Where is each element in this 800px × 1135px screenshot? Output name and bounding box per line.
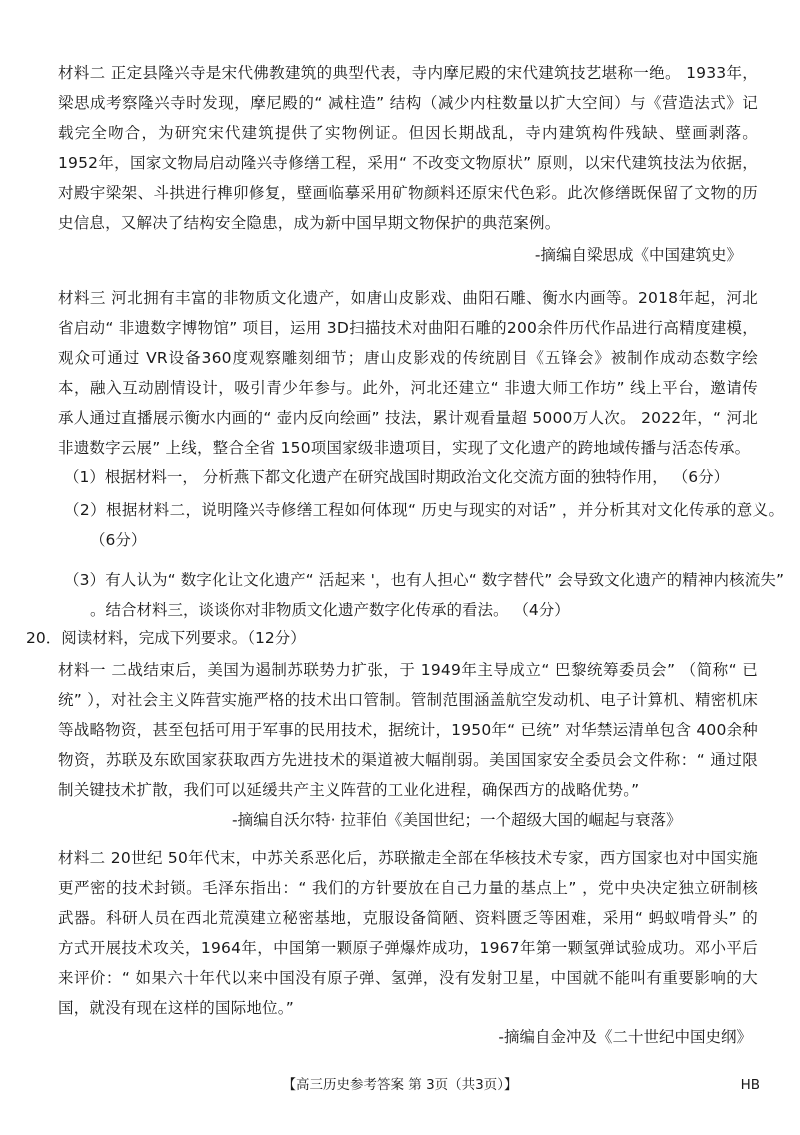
citation-liang-sicheng: -摘编自梁思成《中国建筑史》 <box>534 246 742 264</box>
material-3-intangible-heritage: 材料三 河北拥有丰富的非物质文化遗产，如唐山皮影戏、曲阳石雕、衡水内画等。2018年起，河北省启动“ 非遗数字博物馆” 项目，运用 3D扫描技术对曲阳石雕的200余件历代作品进行高精度建模，观众可通过 VR设备360度观察雕刻细节；唐山皮影戏的传统剧目《五锋会》被制作成动态数字绘本，融入互动剧情设计，吸引青少年参与。此外，河北还建立“ 非遗大师工作坊” 线上平台，邀请传承人通过直播展示衡水内画的“ 壶内反向绘画” 技法，累计观看量超 5000万人次。 2022年，“ 河北非遗数字云展” 上线，整合全省 150项国家级非遗项目，实现了文化遗产的跨地域传播与活态传承。 <box>58 289 758 457</box>
page-footer: 【高三历史参考答案 第 3页（共3页）】 <box>282 1077 518 1093</box>
material-2-longxing-temple: 材料二 正定县隆兴寺是宋代佛教建筑的典型代表，寺内摩尼殿的宋代建筑技艺堪称一绝。 1933年，梁思成考察隆兴寺时发现，摩尼殿的“ 减柱造” 结构（减少内柱数量以扩大空间）与《营造法式》记载完全吻合，为研究宋代建筑提供了实物例证。但因长期战乱，寺内建筑构件残缺、壁画剥落。 1952年，国家文物局启动隆兴寺修缮工程，采用“ 不改变文物原状” 原则，以宋代建筑技法为依据，对殿宇梁架、斗拱进行榫卯修复，壁画临摹采用矿物颜料还原宋代色彩。此次修缮既保留了文物的历史信息，又解决了结构安全隐患，成为新中国早期文物保护的典范案例。 <box>58 64 758 232</box>
question-2: （2）根据材料二，说明隆兴寺修缮工程如何体现“ 历史与现实的对话” ，并分析其对文化传承的意义。 （6分） <box>64 501 784 549</box>
page-footer-code: HB <box>740 1077 760 1093</box>
material-2-atomic-bomb: 材料二 20世纪 50年代末，中苏关系恶化后，苏联撤走全部在华核技术专家，西方国家也对中国实施更严密的技术封锁。毛泽东指出：“ 我们的方针要放在自己力量的基点上” ，党中央决定独立研制核武器。科研人员在西北荒漠建立秘密基地，克服设备简陋、资料匮乏等困难，采用“ 蚂蚁啃骨头” 的方式开展技术攻关，1964年，中国第一颗原子弹爆炸成功，1967年第一颗氢弹试验成功。邓小平后来评价：“ 如果六十年代以来中国没有原子弹、氢弹，没有发射卫星，中国就不能叫有重要影响的大国，就没有现在这样的国际地位。” <box>58 849 758 1017</box>
material-1-cocom: 材料一 二战结束后，美国为遏制苏联势力扩张，于 1949年主导成立“ 巴黎统筹委员会” （简称“ 已统” ），对社会主义阵营实施严格的技术出口管制。管制范围涵盖航空发动机、电子计算机、精密机床等战略物资，甚至包括可用于军事的民用技术，据统计，1950年“ 已统” 对华禁运清单包含 400余种物资，苏联及东欧国家获取西方先进技术的渠道被大幅削弱。美国国家安全委员会文件称：“ 通过限制关键技术扩散，我们可以延缓共产主义阵营的工业化进程，确保西方的战略优势。” <box>58 661 758 799</box>
question-1: （1）根据材料一， 分析燕下都文化遗产在研究战国时期政治文化交流方面的独特作用， （6分） <box>64 468 730 486</box>
question-20-heading: 20．阅读材料，完成下列要求。（12分） <box>26 629 306 647</box>
question-3: （3）有人认为“ 数字化让文化遗产“ 活起来 '，也有人担心“ 数字替代” 会导致文化遗产的精神内核流失” 。结合材料三，谈谈你对非物质文化遗产数字化传承的看法。 （4分） <box>64 571 784 619</box>
citation-lafeber: -摘编自沃尔特· 拉菲伯《美国世纪；一个超级大国的崛起与衰落》 <box>232 811 682 829</box>
citation-jin-chongji: -摘编自金冲及《二十世纪中国史纲》 <box>498 1028 752 1046</box>
